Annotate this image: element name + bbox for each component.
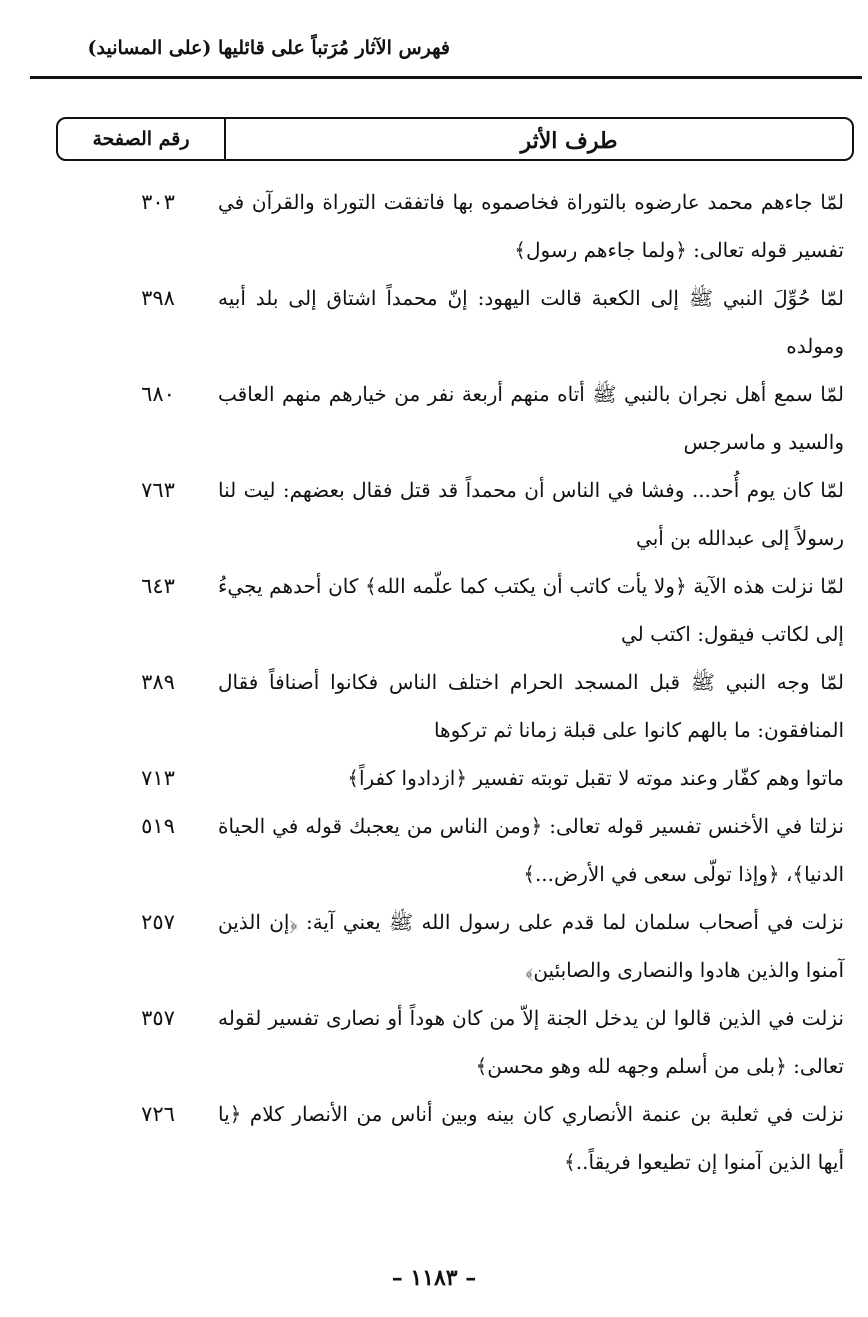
column-header-page-number: رقم الصفحة: [58, 119, 226, 159]
entry-page-number: ٣٠٣: [141, 190, 175, 214]
running-header: فهرس الآثار مُرَتباً على قائليها (على المسانيد): [87, 37, 450, 59]
index-entries: [0, 178, 868, 1186]
index-entry: [0, 658, 868, 754]
index-entry: [0, 466, 868, 562]
header-rule: [30, 76, 862, 79]
entry-text: لمّا نزلت هذه الآية ﴿ولا يأت كاتب أن يكتب كما علّمه الله﴾ كان أحدهم يجيءُ إلى لكاتب فيقول: اكتب لي: [218, 574, 845, 646]
entry-page-number: ٢٥٧: [141, 910, 175, 934]
entry-page-number: ٣٨٩: [141, 670, 175, 694]
entry-text: ماتوا وهم كفّار وعند موته لا تقبل توبته تفسير ﴿ازدادوا كفراً﴾: [347, 766, 844, 790]
entry-page-number: ٦٨٠: [141, 382, 175, 406]
index-entry: [0, 274, 868, 370]
index-entry: [0, 178, 868, 274]
index-entry: [0, 898, 868, 994]
index-entry: [0, 754, 868, 802]
index-entry: [0, 562, 868, 658]
index-entry: [0, 370, 868, 466]
entry-text: نزلت في ثعلبة بن عنمة الأنصاري كان بينه وبين أناس من الأنصار كلام ﴿يا أيها الذين آمنوا إن تطيعوا فريقاً..﴾: [218, 1102, 844, 1174]
entry-text: نزلت في أصحاب سلمان لما قدم على رسول الله ﷺ يعني آية: ﴿إن الذين آمنوا والذين هادوا والنصارى والصابئين﴾: [218, 910, 844, 982]
entry-text: لمّا جاءهم محمد عارضوه بالتوراة فخاصموه بها فاتفقت التوراة والقرآن في تفسير قوله تعالى: ﴿ولما جاءهم رسول﴾: [218, 190, 844, 262]
page-number: – ١١٨٣ –: [391, 1265, 477, 1291]
entry-page-number: ٧٦٣: [141, 478, 175, 502]
index-entry: [0, 994, 868, 1090]
entry-page-number: ٣٥٧: [141, 1006, 175, 1030]
entry-text: نزلتا في الأخنس تفسير قوله تعالى: ﴿ومن الناس من يعجبك قوله في الحياة الدنيا﴾، ﴿وإذا تولّى سعى في الأرض...﴾: [218, 814, 844, 886]
entry-page-number: ٣٩٨: [141, 286, 175, 310]
entry-page-number: ٦٤٣: [141, 574, 175, 598]
index-entry: [0, 1090, 868, 1186]
entry-page-number: ٧٢٦: [141, 1102, 175, 1126]
entry-text: لمّا سمع أهل نجران بالنبي ﷺ أتاه منهم أربعة نفر من خيارهم منهم العاقب والسيد و ماسرجس: [218, 382, 844, 454]
index-entry: [0, 802, 868, 898]
entry-text: لمّا حُوِّلَ النبي ﷺ إلى الكعبة قالت اليهود: إنّ محمداً اشتاق إلى بلد أبيه ومولده: [218, 286, 844, 358]
entry-page-number: ٧١٣: [141, 766, 175, 790]
table-header: [56, 117, 854, 161]
column-header-athar: طرف الأثر: [520, 128, 618, 154]
entry-text: نزلت في الذين قالوا لن يدخل الجنة إلاّ من كان هوداً أو نصارى تفسير لقوله تعالى: ﴿بلى من أسلم وجهه لله وهو محسن﴾: [218, 1006, 844, 1078]
entry-text: لمّا كان يوم أُحد... وفشا في الناس أن محمداً قد قتل فقال بعضهم: ليت لنا رسولاً إلى عبدالله بن أبي: [218, 478, 844, 550]
entry-page-number: ٥١٩: [141, 814, 175, 838]
entry-text: لمّا وجه النبي ﷺ قبل المسجد الحرام اختلف الناس فكانوا أصنافاً فقال المنافقون: ما بالهم كانوا على قبلة زمانا ثم تركوها: [218, 670, 844, 742]
